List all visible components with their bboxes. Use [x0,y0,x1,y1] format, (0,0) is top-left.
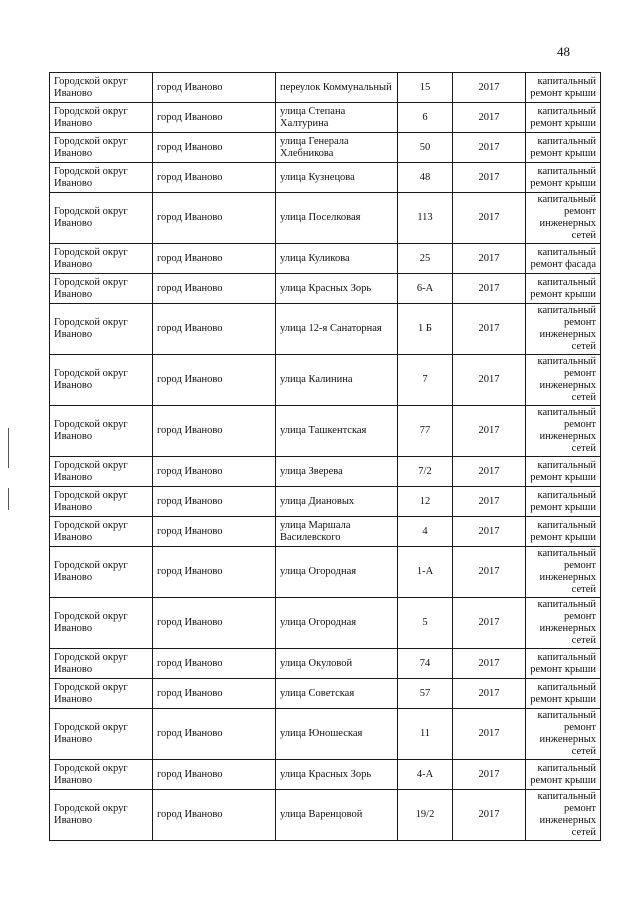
okrug-cell: Городской округ Иваново [50,304,153,355]
house-cell: 4-А [398,760,453,790]
year-cell: 2017 [453,304,526,355]
city-cell: город Иваново [153,133,276,163]
okrug-cell: Городской округ Иваново [50,193,153,244]
year-cell: 2017 [453,487,526,517]
street-cell: улица Кузнецова [276,163,398,193]
house-cell: 50 [398,133,453,163]
table-row [50,487,601,517]
table-row [50,244,601,274]
city-cell: город Иваново [153,457,276,487]
street-cell: улица Огородная [276,547,398,598]
year-cell: 2017 [453,163,526,193]
work-type-cell: капитальный ремонт инженерных сетей [526,598,601,649]
house-cell: 1 Б [398,304,453,355]
city-cell: город Иваново [153,679,276,709]
okrug-cell: Городской округ Иваново [50,790,153,841]
year-cell: 2017 [453,790,526,841]
year-cell: 2017 [453,598,526,649]
table-row [50,304,601,355]
work-type-cell: капитальный ремонт крыши [526,760,601,790]
work-type-cell: капитальный ремонт инженерных сетей [526,406,601,457]
year-cell: 2017 [453,457,526,487]
year-cell: 2017 [453,73,526,103]
house-cell: 74 [398,649,453,679]
street-cell: улица Варенцовой [276,790,398,841]
city-cell: город Иваново [153,274,276,304]
okrug-cell: Городской округ Иваново [50,760,153,790]
city-cell: город Иваново [153,244,276,274]
year-cell: 2017 [453,355,526,406]
house-cell: 77 [398,406,453,457]
work-type-cell: капитальный ремонт инженерных сетей [526,355,601,406]
table-row [50,598,601,649]
year-cell: 2017 [453,517,526,547]
year-cell: 2017 [453,244,526,274]
okrug-cell: Городской округ Иваново [50,547,153,598]
okrug-cell: Городской округ Иваново [50,163,153,193]
work-type-cell: капитальный ремонт инженерных сетей [526,547,601,598]
table-row [50,709,601,760]
house-cell: 25 [398,244,453,274]
house-cell: 7 [398,355,453,406]
street-cell: улица Маршала Василевского [276,517,398,547]
year-cell: 2017 [453,649,526,679]
house-cell: 113 [398,193,453,244]
city-cell: город Иваново [153,487,276,517]
okrug-cell: Городской округ Иваново [50,709,153,760]
house-cell: 6-А [398,274,453,304]
margin-scan-mark [8,428,9,468]
street-cell: улица Огородная [276,598,398,649]
street-cell: улица Советская [276,679,398,709]
year-cell: 2017 [453,274,526,304]
table-row [50,73,601,103]
table-row [50,790,601,841]
house-cell: 4 [398,517,453,547]
house-cell: 11 [398,709,453,760]
okrug-cell: Городской округ Иваново [50,73,153,103]
city-cell: город Иваново [153,163,276,193]
street-cell: улица Окуловой [276,649,398,679]
work-type-cell: капитальный ремонт крыши [526,163,601,193]
work-type-cell: капитальный ремонт крыши [526,679,601,709]
okrug-cell: Городской округ Иваново [50,487,153,517]
street-cell: улица Генерала Хлебникова [276,133,398,163]
table-row [50,274,601,304]
okrug-cell: Городской округ Иваново [50,517,153,547]
work-type-cell: капитальный ремонт инженерных сетей [526,709,601,760]
city-cell: город Иваново [153,355,276,406]
table-row [50,355,601,406]
year-cell: 2017 [453,760,526,790]
house-cell: 48 [398,163,453,193]
okrug-cell: Городской округ Иваново [50,274,153,304]
street-cell: улица Куликова [276,244,398,274]
okrug-cell: Городской округ Иваново [50,457,153,487]
year-cell: 2017 [453,709,526,760]
city-cell: город Иваново [153,760,276,790]
street-cell: улица Красных Зорь [276,274,398,304]
street-cell: улица Зверева [276,457,398,487]
table-row [50,457,601,487]
table-row [50,547,601,598]
work-type-cell: капитальный ремонт крыши [526,133,601,163]
work-type-cell: капитальный ремонт крыши [526,457,601,487]
house-cell: 12 [398,487,453,517]
year-cell: 2017 [453,547,526,598]
city-cell: город Иваново [153,304,276,355]
city-cell: город Иваново [153,598,276,649]
city-cell: город Иваново [153,790,276,841]
year-cell: 2017 [453,406,526,457]
city-cell: город Иваново [153,547,276,598]
street-cell: улица Юношеская [276,709,398,760]
house-cell: 1-А [398,547,453,598]
table-row [50,760,601,790]
city-cell: город Иваново [153,193,276,244]
okrug-cell: Городской округ Иваново [50,103,153,133]
work-type-cell: капитальный ремонт крыши [526,274,601,304]
street-cell: улица 12-я Санаторная [276,304,398,355]
table-row [50,163,601,193]
street-cell: улица Ташкентская [276,406,398,457]
work-type-cell: капитальный ремонт крыши [526,517,601,547]
year-cell: 2017 [453,193,526,244]
table-row [50,406,601,457]
year-cell: 2017 [453,679,526,709]
table-row [50,193,601,244]
year-cell: 2017 [453,133,526,163]
okrug-cell: Городской округ Иваново [50,598,153,649]
okrug-cell: Городской округ Иваново [50,133,153,163]
city-cell: город Иваново [153,406,276,457]
okrug-cell: Городской округ Иваново [50,679,153,709]
okrug-cell: Городской округ Иваново [50,406,153,457]
city-cell: город Иваново [153,709,276,760]
city-cell: город Иваново [153,649,276,679]
house-cell: 19/2 [398,790,453,841]
work-type-cell: капитальный ремонт инженерных сетей [526,193,601,244]
city-cell: город Иваново [153,517,276,547]
table-row [50,133,601,163]
page-number: 48 [557,44,570,59]
house-cell: 6 [398,103,453,133]
street-cell: улица Степана Халтурина [276,103,398,133]
table-row [50,103,601,133]
table-row [50,679,601,709]
street-cell: улица Красных Зорь [276,760,398,790]
street-cell: улица Диановых [276,487,398,517]
city-cell: город Иваново [153,103,276,133]
street-cell: переулок Коммунальный [276,73,398,103]
work-type-cell: капитальный ремонт крыши [526,73,601,103]
street-cell: улица Калинина [276,355,398,406]
street-cell: улица Поселковая [276,193,398,244]
house-cell: 5 [398,598,453,649]
work-type-cell: капитальный ремонт инженерных сетей [526,790,601,841]
okrug-cell: Городской округ Иваново [50,355,153,406]
margin-scan-mark [8,488,9,510]
city-cell: город Иваново [153,73,276,103]
table-row [50,517,601,547]
work-type-cell: капитальный ремонт инженерных сетей [526,304,601,355]
okrug-cell: Городской округ Иваново [50,244,153,274]
work-type-cell: капитальный ремонт крыши [526,103,601,133]
repair-register-table [49,72,601,841]
table-row [50,649,601,679]
year-cell: 2017 [453,103,526,133]
okrug-cell: Городской округ Иваново [50,649,153,679]
work-type-cell: капитальный ремонт крыши [526,649,601,679]
house-cell: 7/2 [398,457,453,487]
work-type-cell: капитальный ремонт фасада [526,244,601,274]
work-type-cell: капитальный ремонт крыши [526,487,601,517]
house-cell: 15 [398,73,453,103]
house-cell: 57 [398,679,453,709]
